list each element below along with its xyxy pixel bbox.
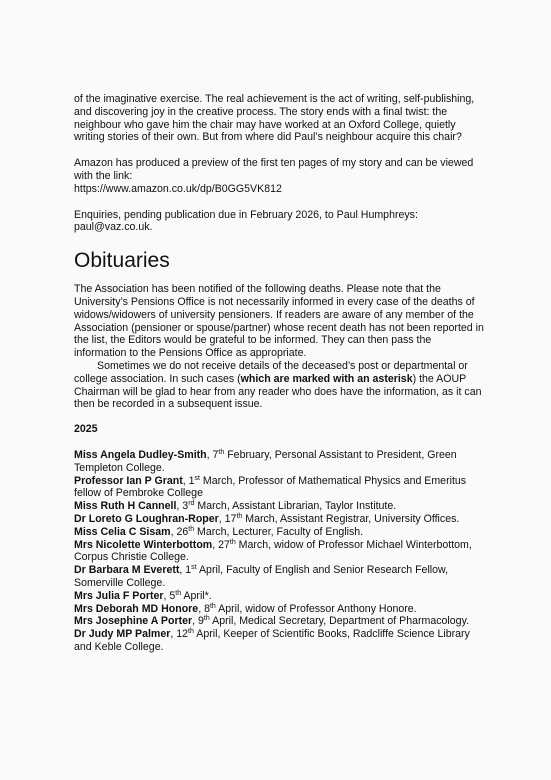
obituary-details: April*.	[181, 589, 212, 602]
death-day: , 7	[206, 448, 219, 461]
obituary-entry	[74, 513, 484, 526]
death-day: , 8	[198, 602, 210, 615]
ordinal-suffix: th	[175, 589, 182, 597]
intro-paragraph-2	[74, 157, 484, 195]
obituary-details: April, widow of Professor Anthony Honore.	[215, 602, 417, 615]
obituaries-asterisk-paragraph	[74, 360, 484, 411]
death-day: , 12	[170, 628, 189, 641]
obituary-entry	[74, 615, 484, 628]
amazon-preview-link[interactable]: https://www.amazon.co.uk/dp/B0GG5VK812	[74, 182, 282, 195]
page-content	[74, 93, 484, 654]
obituaries-heading: Obituaries	[74, 249, 170, 273]
ordinal-suffix: th	[188, 628, 194, 636]
death-day: , 1	[182, 474, 195, 487]
enquiries-paragraph: Enquiries, pending publication due in February 2026, to Paul Humphreys: paul@vaz.co.uk.	[74, 208, 418, 234]
intro-paragraph-1: of the imaginative exercise. The real achievement is the act of writing, self-publishing, and discovering joy in the creative process. The story ends with a final twist: the neighbour who gave him the chair may have worked at an Oxford College, quietly writing stories of their own. But from where did Paul’s neighbour acquire this chair?	[74, 93, 475, 144]
deceased-name: Dr Barbara M Everett	[74, 564, 180, 577]
deceased-name: Miss Celia C Sisam	[74, 525, 171, 538]
obituary-entry	[74, 500, 484, 513]
obituary-details: February, Personal Assistant to President, Green Templeton College.	[74, 448, 457, 474]
death-day: , 17	[218, 512, 237, 525]
obituary-entry	[74, 526, 484, 539]
ordinal-suffix: st	[191, 564, 197, 572]
deceased-name: Mrs Julia F Porter	[74, 589, 164, 602]
ordinal-suffix: th	[209, 602, 216, 610]
spacer	[74, 196, 484, 209]
obituary-details: March, widow of Professor Michael Winterbottom, Corpus Christie College.	[74, 538, 472, 564]
deceased-name: Mrs Josephine A Porter	[74, 615, 193, 628]
year-heading: 2025	[74, 423, 98, 436]
deceased-name: Professor Ian P Grant	[74, 474, 183, 487]
deceased-name: Mrs Nicolette Winterbottom	[74, 538, 213, 551]
obituary-details: March, Professor of Mathematical Physics and Emeritus fellow of Pembroke College	[74, 474, 467, 500]
obituary-details: March, Lecturer, Faculty of English.	[194, 525, 364, 538]
obituary-entry	[74, 590, 484, 603]
deceased-name: Mrs Deborah MD Honore	[74, 602, 199, 615]
deceased-name: Dr Judy MP Palmer	[74, 628, 171, 641]
deceased-name: Dr Loreto G Loughran-Roper	[74, 512, 219, 525]
ordinal-suffix: rd	[188, 500, 195, 508]
death-day: , 26	[170, 525, 189, 538]
obituary-details: April, Medical Secretary, Department of Pharmacology.	[209, 615, 470, 628]
ordinal-suffix: st	[194, 474, 200, 482]
obituary-entry	[74, 603, 484, 616]
obituary-details: March, Assistant Librarian, Taylor Institute.	[194, 500, 397, 513]
death-day: , 27	[212, 538, 230, 551]
obituary-entry	[74, 564, 484, 590]
ordinal-suffix: th	[218, 448, 225, 456]
death-day: , 1	[179, 564, 192, 577]
obituaries-notice-paragraph: The Association has been notified of the following deaths. Please note that the University’s Pensions Office is not necessarily informed in every case of the deaths of widows/widowers of university pensioners. If readers are aware of any member of the Association (pensioner or spouse/partner) whose recent death has not been reported in the list, the Editors would be grateful to be informed. They can then pass the information to the Pensions Office as appropriate.	[74, 283, 484, 360]
asterisk-paragraph-text-b: ) the AOUP Chairman will be glad to hear from any reader who does have the information, as it can then be recorded in a subsequent issue.	[74, 372, 482, 411]
spacer	[74, 144, 484, 157]
deceased-name: Miss Ruth H Cannell	[74, 500, 177, 513]
ordinal-suffix: th	[229, 538, 236, 546]
asterisk-paragraph-text-a: Sometimes we do not receive details of the deceased’s post or departmental or college association. In such cases (	[74, 359, 468, 385]
deceased-name: Miss Angela Dudley-Smith	[74, 448, 207, 461]
ordinal-suffix: th	[236, 512, 243, 520]
obituary-details: March, Assistant Registrar, University Offices.	[242, 512, 460, 525]
obituary-entry	[74, 449, 484, 475]
death-day: , 9	[192, 615, 204, 628]
obituary-details: April, Keeper of Scientific Books, Radcliffe Science Library and Keble College.	[74, 628, 470, 653]
ordinal-suffix: th	[203, 615, 210, 623]
obituary-list	[74, 449, 484, 654]
obituary-entry	[74, 539, 484, 565]
asterisk-paragraph-bold: which are marked with an asterisk	[240, 372, 413, 385]
ordinal-suffix: th	[188, 525, 195, 533]
preview-text: Amazon has produced a preview of the first ten pages of my story and can be viewed with the link:	[74, 157, 474, 182]
obituary-entry	[74, 475, 484, 501]
obituary-entry	[74, 628, 484, 654]
death-day: , 3	[176, 500, 189, 513]
death-day: , 5	[163, 589, 176, 602]
obituary-details: April, Faculty of English and Senior Research Fellow, Somerville College.	[74, 564, 449, 589]
